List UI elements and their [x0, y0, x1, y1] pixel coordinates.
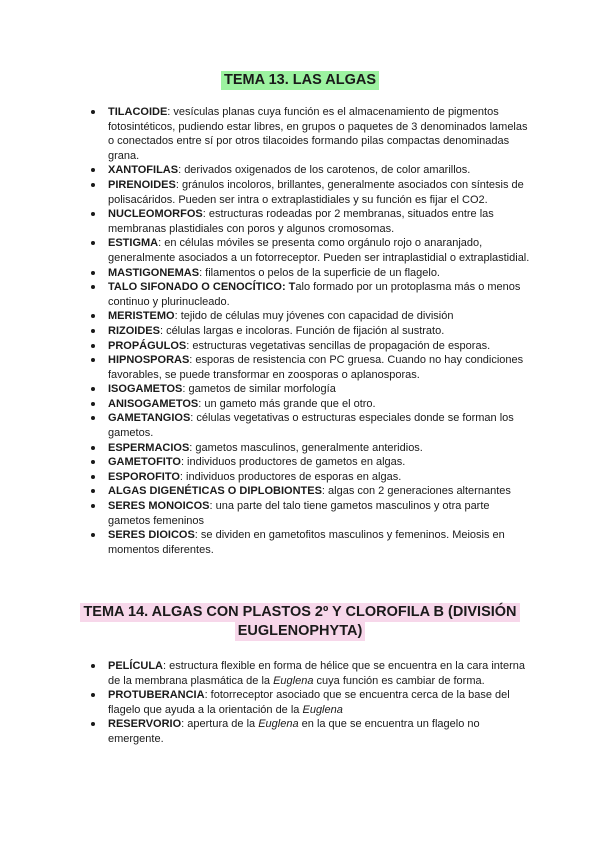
section-13-title: TEMA 13. LAS ALGAS [221, 71, 379, 90]
italic-term: Euglena [258, 718, 299, 731]
list-item [90, 688, 530, 717]
term: ESPERMACIOS [108, 441, 190, 454]
list-item [90, 659, 530, 688]
definition: : apertura de la [181, 718, 259, 731]
term: ESPOROFITO [108, 470, 180, 483]
definition: : esporas de resistencia con PC gruesa. Cuando no hay condiciones favorables, se puede transformar en zoosporas o aplanosporas. [108, 354, 524, 381]
list-item [90, 484, 530, 499]
term: ISOGAMETOS [108, 383, 183, 396]
list-item [90, 324, 530, 339]
definition: : se dividen en gametofitos masculinos y femeninos. Meiosis en momentos diferentes. [108, 529, 505, 556]
definition: : fotorreceptor asociado que se encuentra cerca de la base del flagelo que ayuda a la orientación de la [108, 689, 510, 716]
definition: : algas con 2 generaciones alternantes [321, 485, 511, 498]
section-13-heading-wrap [0, 71, 600, 90]
definition-end: en la que se encuentra un flagelo no emergente. [108, 718, 480, 745]
definition: : en células móviles se presenta como orgánulo rojo o anaranjado, generalmente asociados a un fotorreceptor. Pueden ser intraplastidial o extraplastidial. [108, 237, 530, 264]
definition: : tejido de células muy jóvenes con capacidad de división [174, 310, 454, 323]
term: TALO SIFONADO O CENOCÍTICO: T [108, 281, 296, 294]
list-item [90, 499, 530, 528]
definition: : células vegetativas o estructuras especiales donde se forman los gametos. [108, 412, 514, 440]
list-item [90, 207, 530, 236]
definition: : gránulos incoloros, brillantes, generalmente asociados con síntesis de polisacáridos. Pueden ser intra o extraplastidiales y su función es fijar el CO2. [108, 178, 524, 206]
definition: : un gameto más grande que el otro. [198, 397, 376, 410]
italic-term: Euglena [273, 674, 314, 687]
term: ALGAS DIGENÉTICAS O DIPLOBIONTES [108, 485, 322, 498]
definition: : individuos productores de esporas en algas. [179, 470, 402, 483]
list-item [90, 455, 530, 470]
definition: : una parte del talo tiene gametos masculinos y otra parte gametos femeninos [108, 500, 490, 527]
term: PROTUBERANCIA [108, 689, 205, 702]
definition: : individuos productores de gametos en algas. [180, 456, 406, 469]
list-item [90, 266, 530, 281]
list-item [90, 178, 530, 207]
term: XANTOFILAS [108, 164, 179, 177]
list-item [90, 105, 530, 163]
section-14-title-line2: EUGLENOPHYTA) [235, 622, 366, 641]
term: GAMETANGIOS [108, 412, 191, 425]
term: ESTIGMA [108, 237, 159, 250]
list-item [90, 236, 530, 265]
term: HIPNOSPORAS [108, 354, 190, 367]
list-item [90, 353, 530, 382]
list-item [90, 441, 530, 456]
term: GAMETOFITO [108, 456, 181, 469]
definition: : células largas e incoloras. Función de fijación al sustrato. [159, 324, 445, 337]
definition: : vesículas planas cuya función es el almacenamiento de pigmentos fotosintéticos, pudiendo estar libres, en grupos o paquetes de 3 denominados lamelas o conectados entre sí por otros tilacoides formando pilas compactas denominadas grana. [108, 106, 528, 162]
definition: : gametos de similar morfología [182, 383, 336, 396]
term: RESERVORIO [108, 718, 182, 731]
section-13-glossary-list [90, 105, 530, 557]
list-item [90, 397, 530, 412]
list-item [90, 717, 530, 746]
term: PIRENOIDES [108, 178, 176, 191]
term: SERES DIOICOS [108, 529, 195, 542]
definition: alo formado por un protoplasma más o menos continuo y plurinucleado. [108, 281, 521, 308]
definition: : gametos masculinos, generalmente anteridios. [189, 441, 423, 454]
term: RIZOIDES [108, 324, 160, 337]
list-item [90, 339, 530, 354]
term: PROPÁGULOS [108, 339, 187, 352]
definition: : estructuras vegetativas sencillas de propagación de esporas. [186, 339, 491, 352]
definition: : filamentos o pelos de la superficie de un flagelo. [199, 266, 440, 279]
definition: : estructuras rodeadas por 2 membranas, situados entre las membranas plastidiales con poros y algunos cromosomas. [108, 208, 494, 235]
list-item [90, 309, 530, 324]
list-item [90, 163, 530, 178]
term: SERES MONOICOS [108, 500, 210, 513]
definition: : derivados oxigenados de los carotenos, de color amarillos. [178, 164, 471, 177]
list-item [90, 411, 530, 440]
term: MASTIGONEMAS [108, 266, 200, 279]
italic-term: Euglena [302, 703, 343, 716]
list-item [90, 470, 530, 485]
term: TILACOIDE [108, 106, 168, 118]
definition: : estructura flexible en forma de hélice que se encuentra en la cara interna de la membrana plasmática de la [108, 660, 525, 687]
term: ANISOGAMETOS [108, 397, 199, 410]
section-14-glossary-list [90, 659, 530, 747]
term: NUCLEOMORFOS [108, 208, 203, 221]
section-14-heading-wrap [0, 603, 600, 641]
list-item [90, 528, 530, 557]
list-item [90, 280, 530, 309]
term: PELÍCULA [108, 660, 163, 672]
definition-end: cuya función es cambiar de forma. [313, 674, 485, 687]
term: MERISTEMO [108, 310, 175, 323]
section-14-title-line1: TEMA 14. ALGAS CON PLASTOS 2º Y CLOROFILA B (DIVISIÓN [80, 603, 519, 622]
list-item [90, 382, 530, 397]
